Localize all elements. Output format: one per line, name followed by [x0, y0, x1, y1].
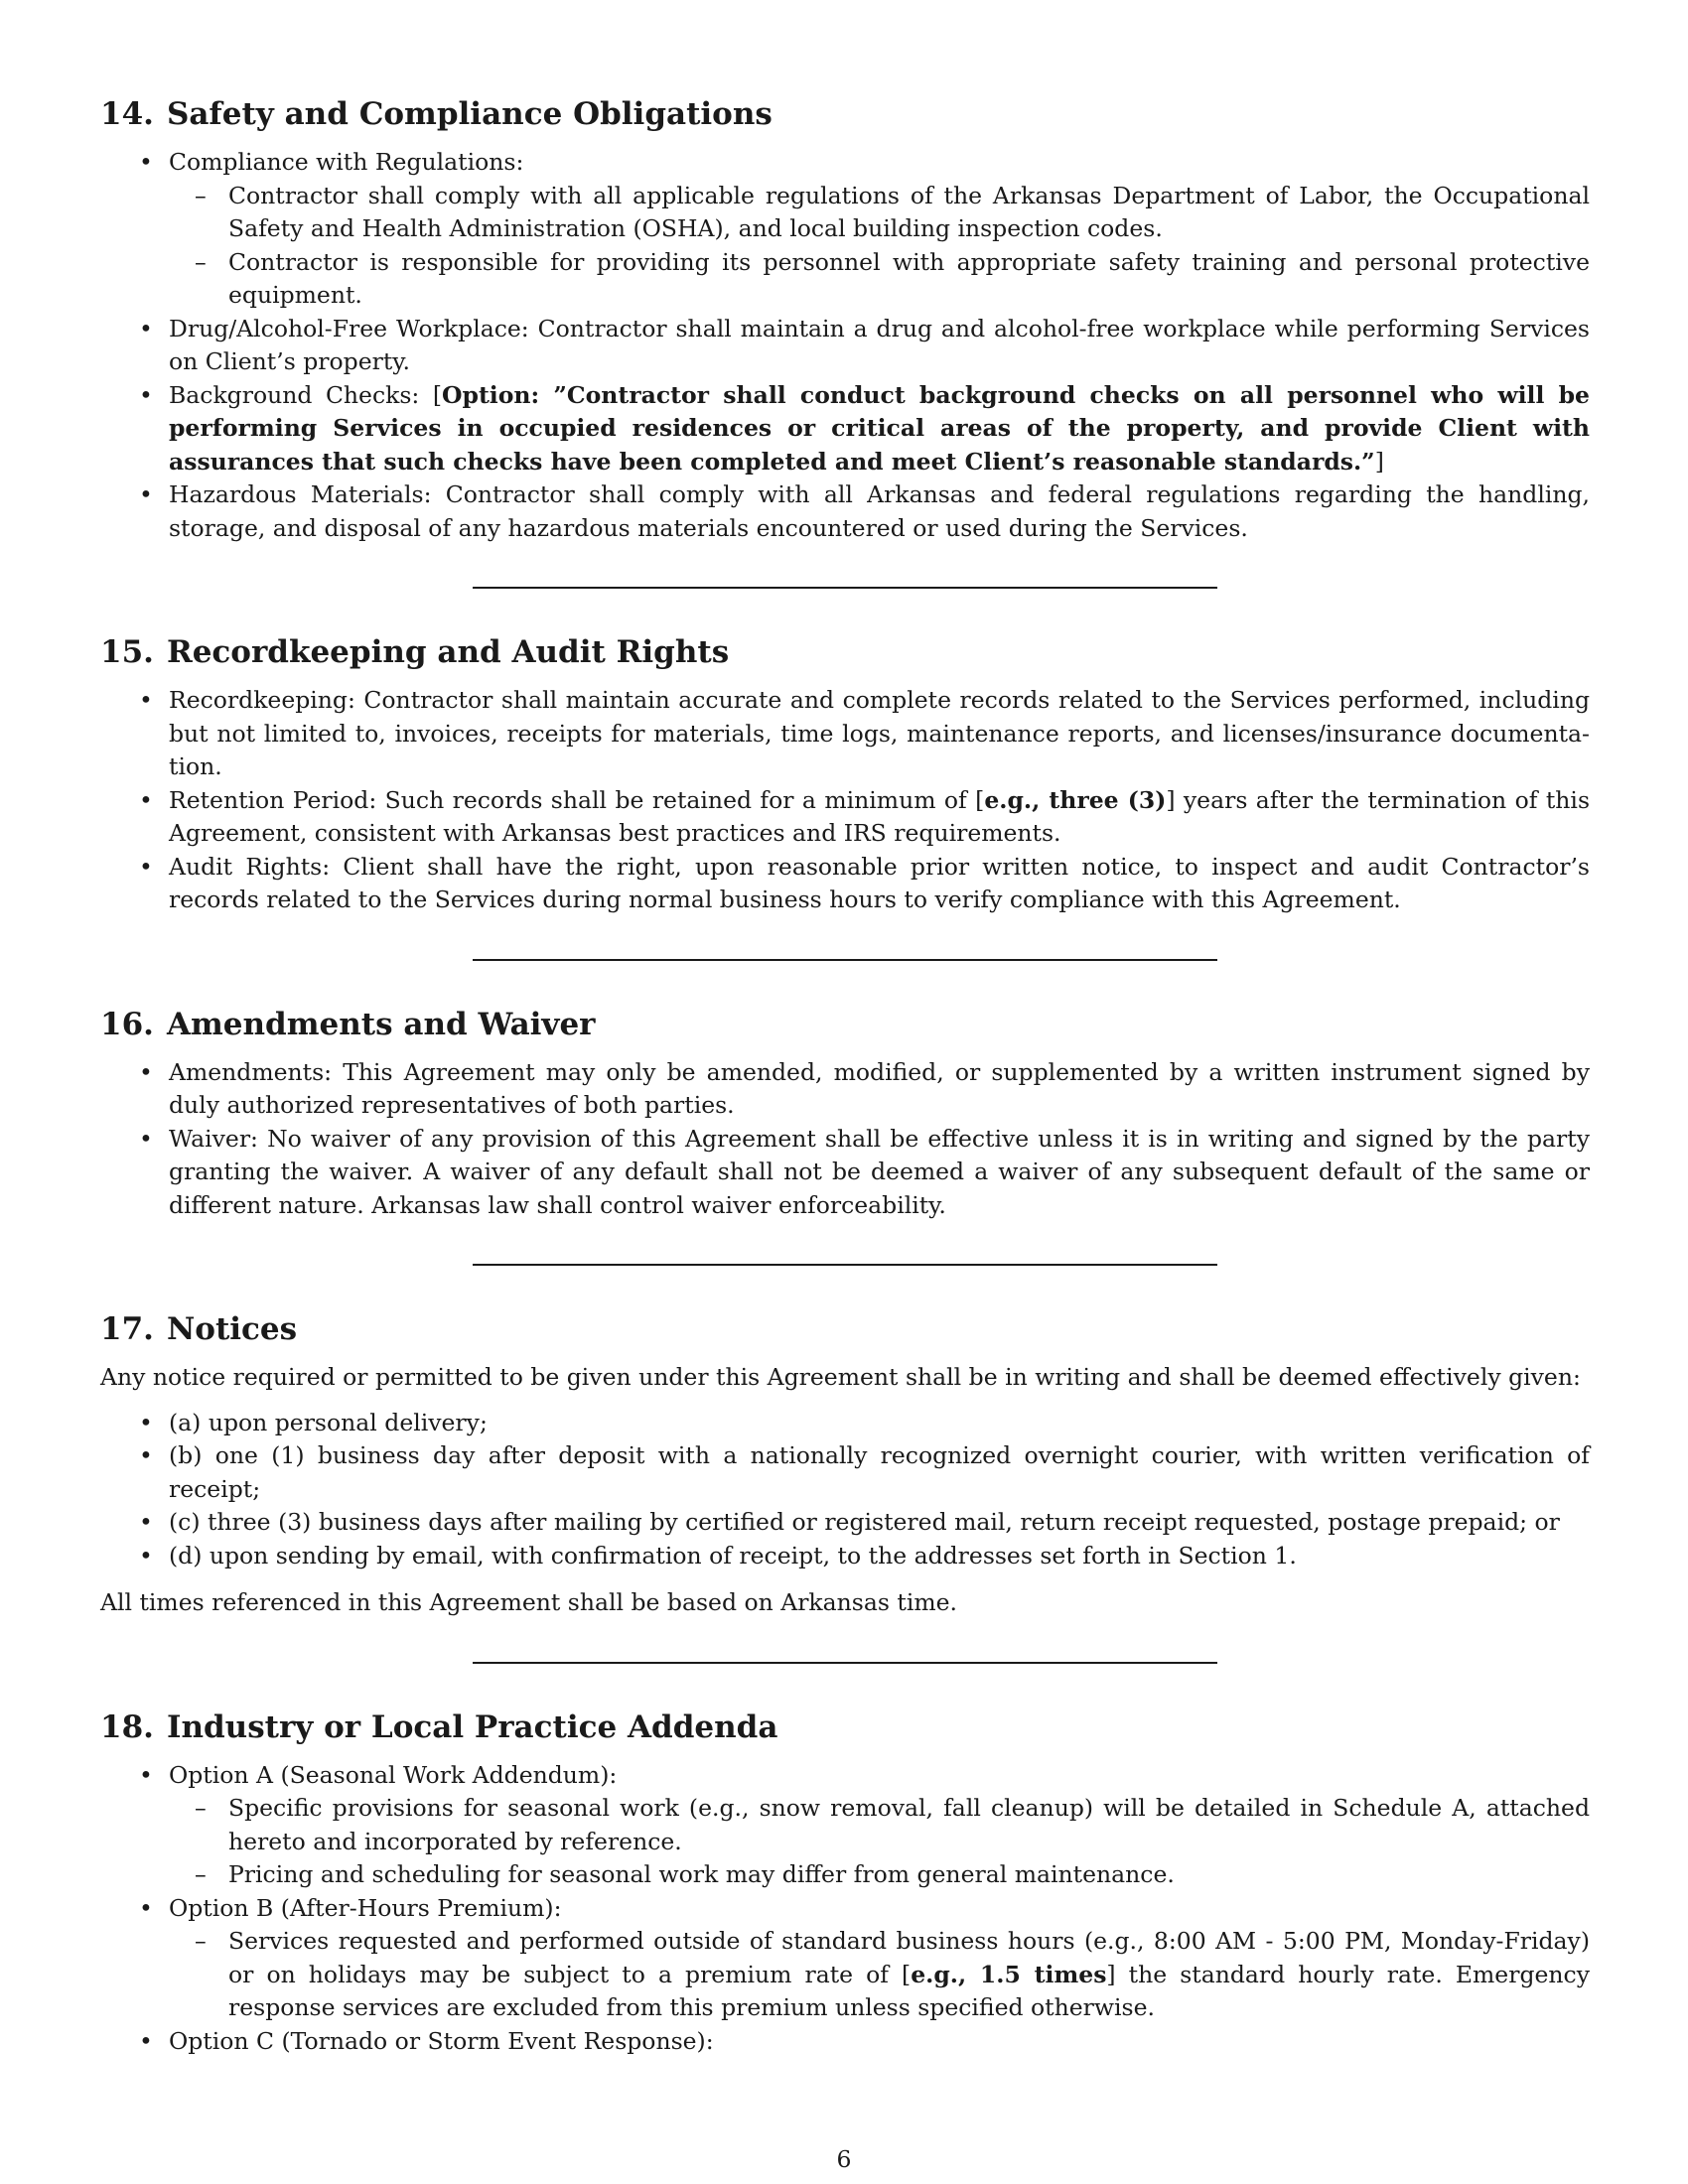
- section-title: Amendments and Waiver: [166, 1006, 596, 1042]
- sub-list-item: – Contractor is responsible for providing its personnel with appropriate safety training and personal protective equipment.: [169, 246, 1590, 313]
- item-text: Services requested and performed outside of standard business hours (e.g., 8:00 AM - 5:00 PM, Monday-Friday) or on holidays may be subject to a premium rate of [: [228, 1927, 1590, 1988]
- list-item: [100, 1759, 1590, 1892]
- bold-placeholder-text: e.g., 1.5 times: [911, 1960, 1107, 1988]
- sub-list: [169, 180, 1590, 313]
- sub-list-item: – Pricing and scheduling for seasonal work may differ from general maintenance.: [169, 1858, 1590, 1892]
- notice-outro-paragraph: All times referenced in this Agreement shall be based on Arkansas time.: [100, 1588, 958, 1616]
- bullet-list: [100, 1407, 1590, 1573]
- notice-intro-paragraph: Any notice required or permitted to be given under this Agreement shall be in writing and shall be deemed effectively given:: [100, 1363, 1581, 1391]
- bold-placeholder-text: e.g., three (3): [984, 785, 1167, 814]
- item-label: Option C (Tornado or Storm Event Response):: [169, 2026, 714, 2055]
- list-item: [100, 1892, 1590, 2025]
- section-15: [100, 632, 1590, 917]
- section-heading: [100, 1309, 1590, 1349]
- section-14: [100, 94, 1590, 545]
- section-title: Safety and Compliance Obligations: [166, 96, 773, 132]
- section-number: 17.: [100, 1311, 154, 1347]
- section-18: [100, 1707, 1590, 2059]
- section-17: [100, 1309, 1590, 1620]
- sub-list-item: – Contractor shall comply with all applicable regulations of the Arkansas Department of Labor, the Occupational Safety and Health Administration (OSHA), and local building inspection codes.: [169, 180, 1590, 246]
- list-item: • Amendments: This Agreement may only be amended, modified, or supplemented by a written instrument signed by duly authorized representatives of both parties.: [100, 1056, 1590, 1123]
- bullet-list: [100, 1759, 1590, 2059]
- section-heading: [100, 632, 1590, 672]
- sub-list: [169, 1925, 1590, 2025]
- item-label: Compliance with Regulations:: [169, 148, 524, 176]
- list-item: [100, 2025, 1590, 2059]
- section-heading: [100, 94, 1590, 134]
- bullet-list: [100, 1056, 1590, 1223]
- page-number: 6: [836, 2145, 852, 2173]
- sub-list: [169, 1792, 1590, 1892]
- item-text: Background Checks: [: [169, 380, 443, 409]
- item-text: ]: [1374, 447, 1384, 476]
- item-text: ] the standard hourly rate. Emergency response services are excluded from this premium unless specified otherwise.: [228, 1960, 1590, 2021]
- section-title: Notices: [166, 1311, 298, 1347]
- section-heading: [100, 1707, 1590, 1747]
- section-number: 18.: [100, 1708, 154, 1745]
- list-item: • (a) upon personal delivery;: [100, 1407, 1590, 1440]
- section-number: 16.: [100, 1006, 154, 1042]
- list-item: • Audit Rights: Client shall have the right, upon reasonable prior written notice, to inspect and audit Contractor’s records related to the Services during normal business hours to verify compliance with this Agreement.: [100, 851, 1590, 917]
- section-number: 14.: [100, 96, 154, 132]
- section-16: [100, 1005, 1590, 1223]
- list-item: • Waiver: No waiver of any provision of this Agreement shall be effective unless it is in writing and signed by the party granting the waiver. A waiver of any default shall not be deemed a waiver of any subsequent default of the same or different nature. Arkansas law shall control waiver enforceability.: [100, 1123, 1590, 1223]
- item-text: ] years after the termination of this Agreement, consistent with Arkansas best practices and IRS requirements.: [169, 785, 1590, 847]
- bullet-list: [100, 146, 1590, 545]
- list-item: [100, 784, 1590, 851]
- list-item: • (d) upon sending by email, with confirmation of receipt, to the addresses set forth in Section 1.: [100, 1540, 1590, 1573]
- document-page: [100, 94, 1590, 2058]
- item-text: Retention Period: Such records shall be retained for a minimum of [: [169, 785, 985, 814]
- list-item: [100, 146, 1590, 313]
- list-item: • Drug/Alcohol-Free Workplace: Contractor shall maintain a drug and alcohol-free workplace while performing Services on Client’s property.: [100, 313, 1590, 379]
- section-title: Industry or Local Practice Addenda: [166, 1708, 778, 1745]
- list-item: [100, 379, 1590, 479]
- item-label: Option B (After-Hours Premium):: [169, 1893, 562, 1922]
- section-title: Recordkeeping and Audit Rights: [166, 634, 730, 670]
- item-label: Option A (Seasonal Work Addendum):: [169, 1760, 618, 1789]
- bullet-list: [100, 684, 1590, 917]
- bold-option-text: Option: ”Contractor shall conduct background checks on all personnel who will be performing Services in occupied residences or critical areas of the property, and provide Client with assurances that such checks have been completed and meet Client’s reasonable standards.”: [169, 380, 1590, 476]
- list-item: • (b) one (1) business day after deposit with a nationally recognized overnight courier, with written verification of receipt;: [100, 1439, 1590, 1506]
- sub-list-item: – Specific provisions for seasonal work (e.g., snow removal, fall cleanup) will be detailed in Schedule A, attached hereto and incorporated by reference.: [169, 1792, 1590, 1858]
- list-item: • (c) three (3) business days after mailing by certified or registered mail, return receipt requested, postage prepaid; or: [100, 1506, 1590, 1540]
- section-number: 15.: [100, 634, 154, 670]
- sub-list-item: [169, 1925, 1590, 2025]
- list-item: • Recordkeeping: Contractor shall maintain accurate and complete records related to the Services performed, including but not limited to, invoices, receipts for materials, time logs, maintenance reports, and licenses/insurance documenta-tion.: [100, 684, 1590, 784]
- section-heading: [100, 1005, 1590, 1044]
- list-item: • Hazardous Materials: Contractor shall comply with all Arkansas and federal regulations regarding the handling, storage, and disposal of any hazardous materials encountered or used during the Services.: [100, 478, 1590, 545]
